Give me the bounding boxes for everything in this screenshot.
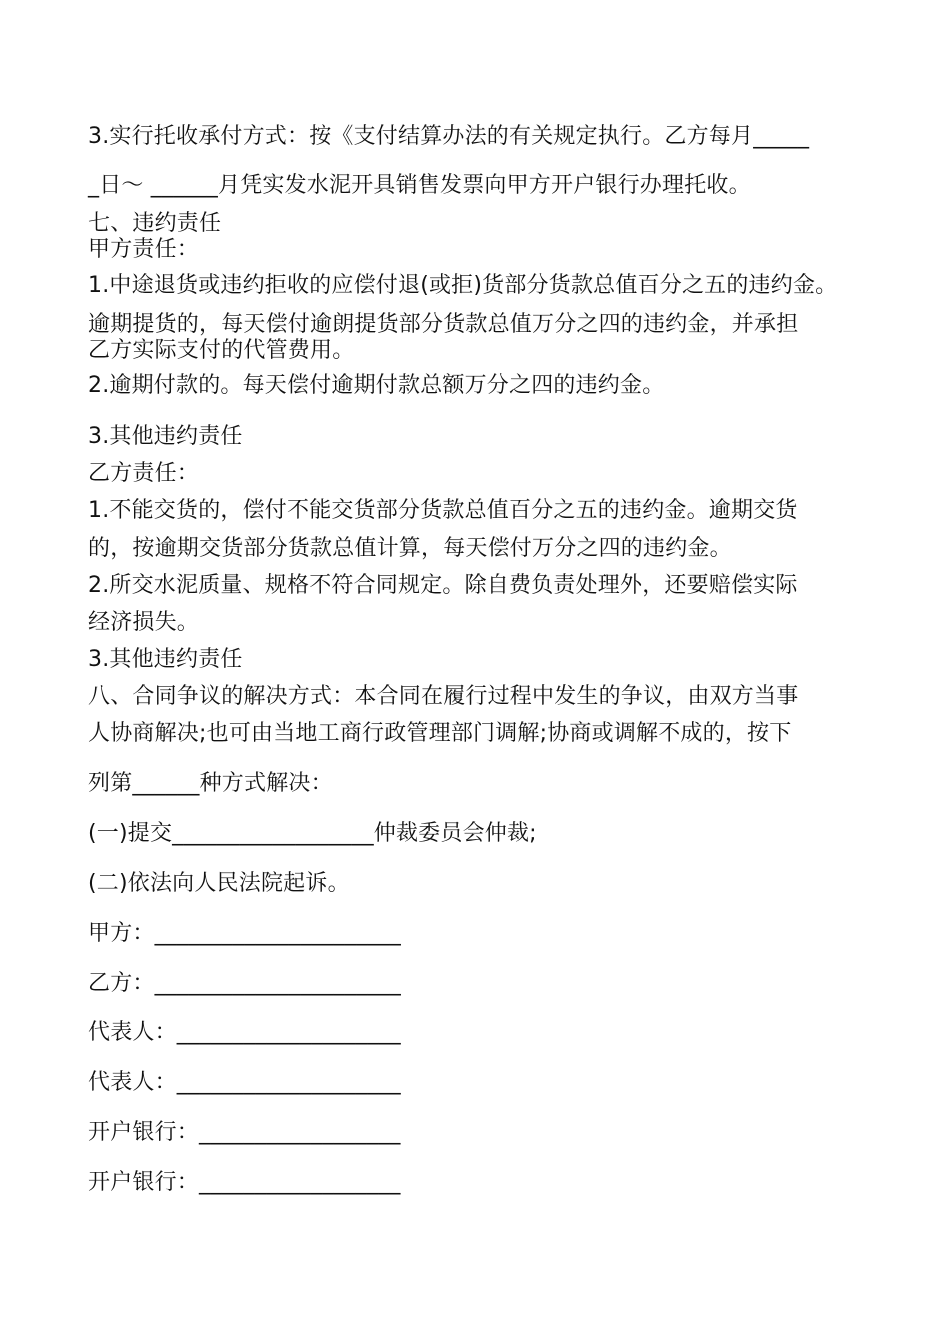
clause-3-payment-method-line-2: _日～ ______月凭实发水泥开具销售发票向甲方开户银行办理托收。 [88, 173, 751, 198]
representative-field-b: 代表人：____________________ [88, 1070, 401, 1095]
section-8-line-1: 八、合同争议的解决方式：本合同在履行过程中发生的争议，由双方当事 [88, 684, 799, 709]
party-b-signature-field: 乙方：______________________ [88, 971, 402, 996]
party-a-clause-3: 3.其他违约责任 [88, 424, 243, 449]
representative-field-a: 代表人：____________________ [88, 1020, 401, 1045]
party-a-signature-field: 甲方：______________________ [88, 921, 402, 946]
resolution-option-1: (一)提交__________________仲裁委员会仲裁; [88, 821, 537, 846]
party-a-clause-2: 2.逾期付款的。每天偿付逾期付款总额万分之四的违约金。 [88, 373, 665, 398]
bank-field-b: 开户银行：__________________ [88, 1170, 401, 1195]
party-b-clause-2-line-2: 经济损失。 [88, 610, 200, 635]
party-b-clause-1-line-1: 1.不能交货的，偿付不能交货部分货款总值百分之五的违约金。逾期交货 [88, 498, 798, 523]
party-a-clause-1-line-3: 乙方实际支付的代管费用。 [88, 338, 355, 363]
section-8-line-3: 列第______种方式解决： [88, 771, 333, 796]
party-b-clause-2-line-1: 2.所交水泥质量、规格不符合同规定。除自费负责处理外，还要赔偿实际 [88, 573, 798, 598]
party-b-liability-heading: 乙方责任： [88, 461, 200, 486]
party-b-clause-1-line-2: 的，按逾期交货部分货款总值计算，每天偿付万分之四的违约金。 [88, 536, 732, 561]
party-a-clause-1-line-2: 逾期提货的，每天偿付逾朗提货部分货款总值万分之四的违约金，并承担 [88, 312, 799, 337]
resolution-option-2: (二)依法向人民法院起诉。 [88, 871, 350, 896]
section-7-heading: 七、违约责任 [88, 211, 222, 236]
party-a-liability-heading: 甲方责任： [88, 237, 200, 262]
party-a-clause-1-line-1: 1.中途退货或违约拒收的应偿付退(或拒)货部分货款总值百分之五的违约金。 [88, 273, 838, 298]
party-b-clause-3: 3.其他违约责任 [88, 647, 243, 672]
clause-3-payment-method-line-1: 3.实行托收承付方式：按《支付结算办法的有关规定执行。乙方每月_____ [88, 124, 810, 149]
bank-field-a: 开户银行：__________________ [88, 1120, 401, 1145]
section-8-line-2: 人协商解决;也可由当地工商行政管理部门调解;协商或调解不成的，按下 [88, 721, 792, 746]
